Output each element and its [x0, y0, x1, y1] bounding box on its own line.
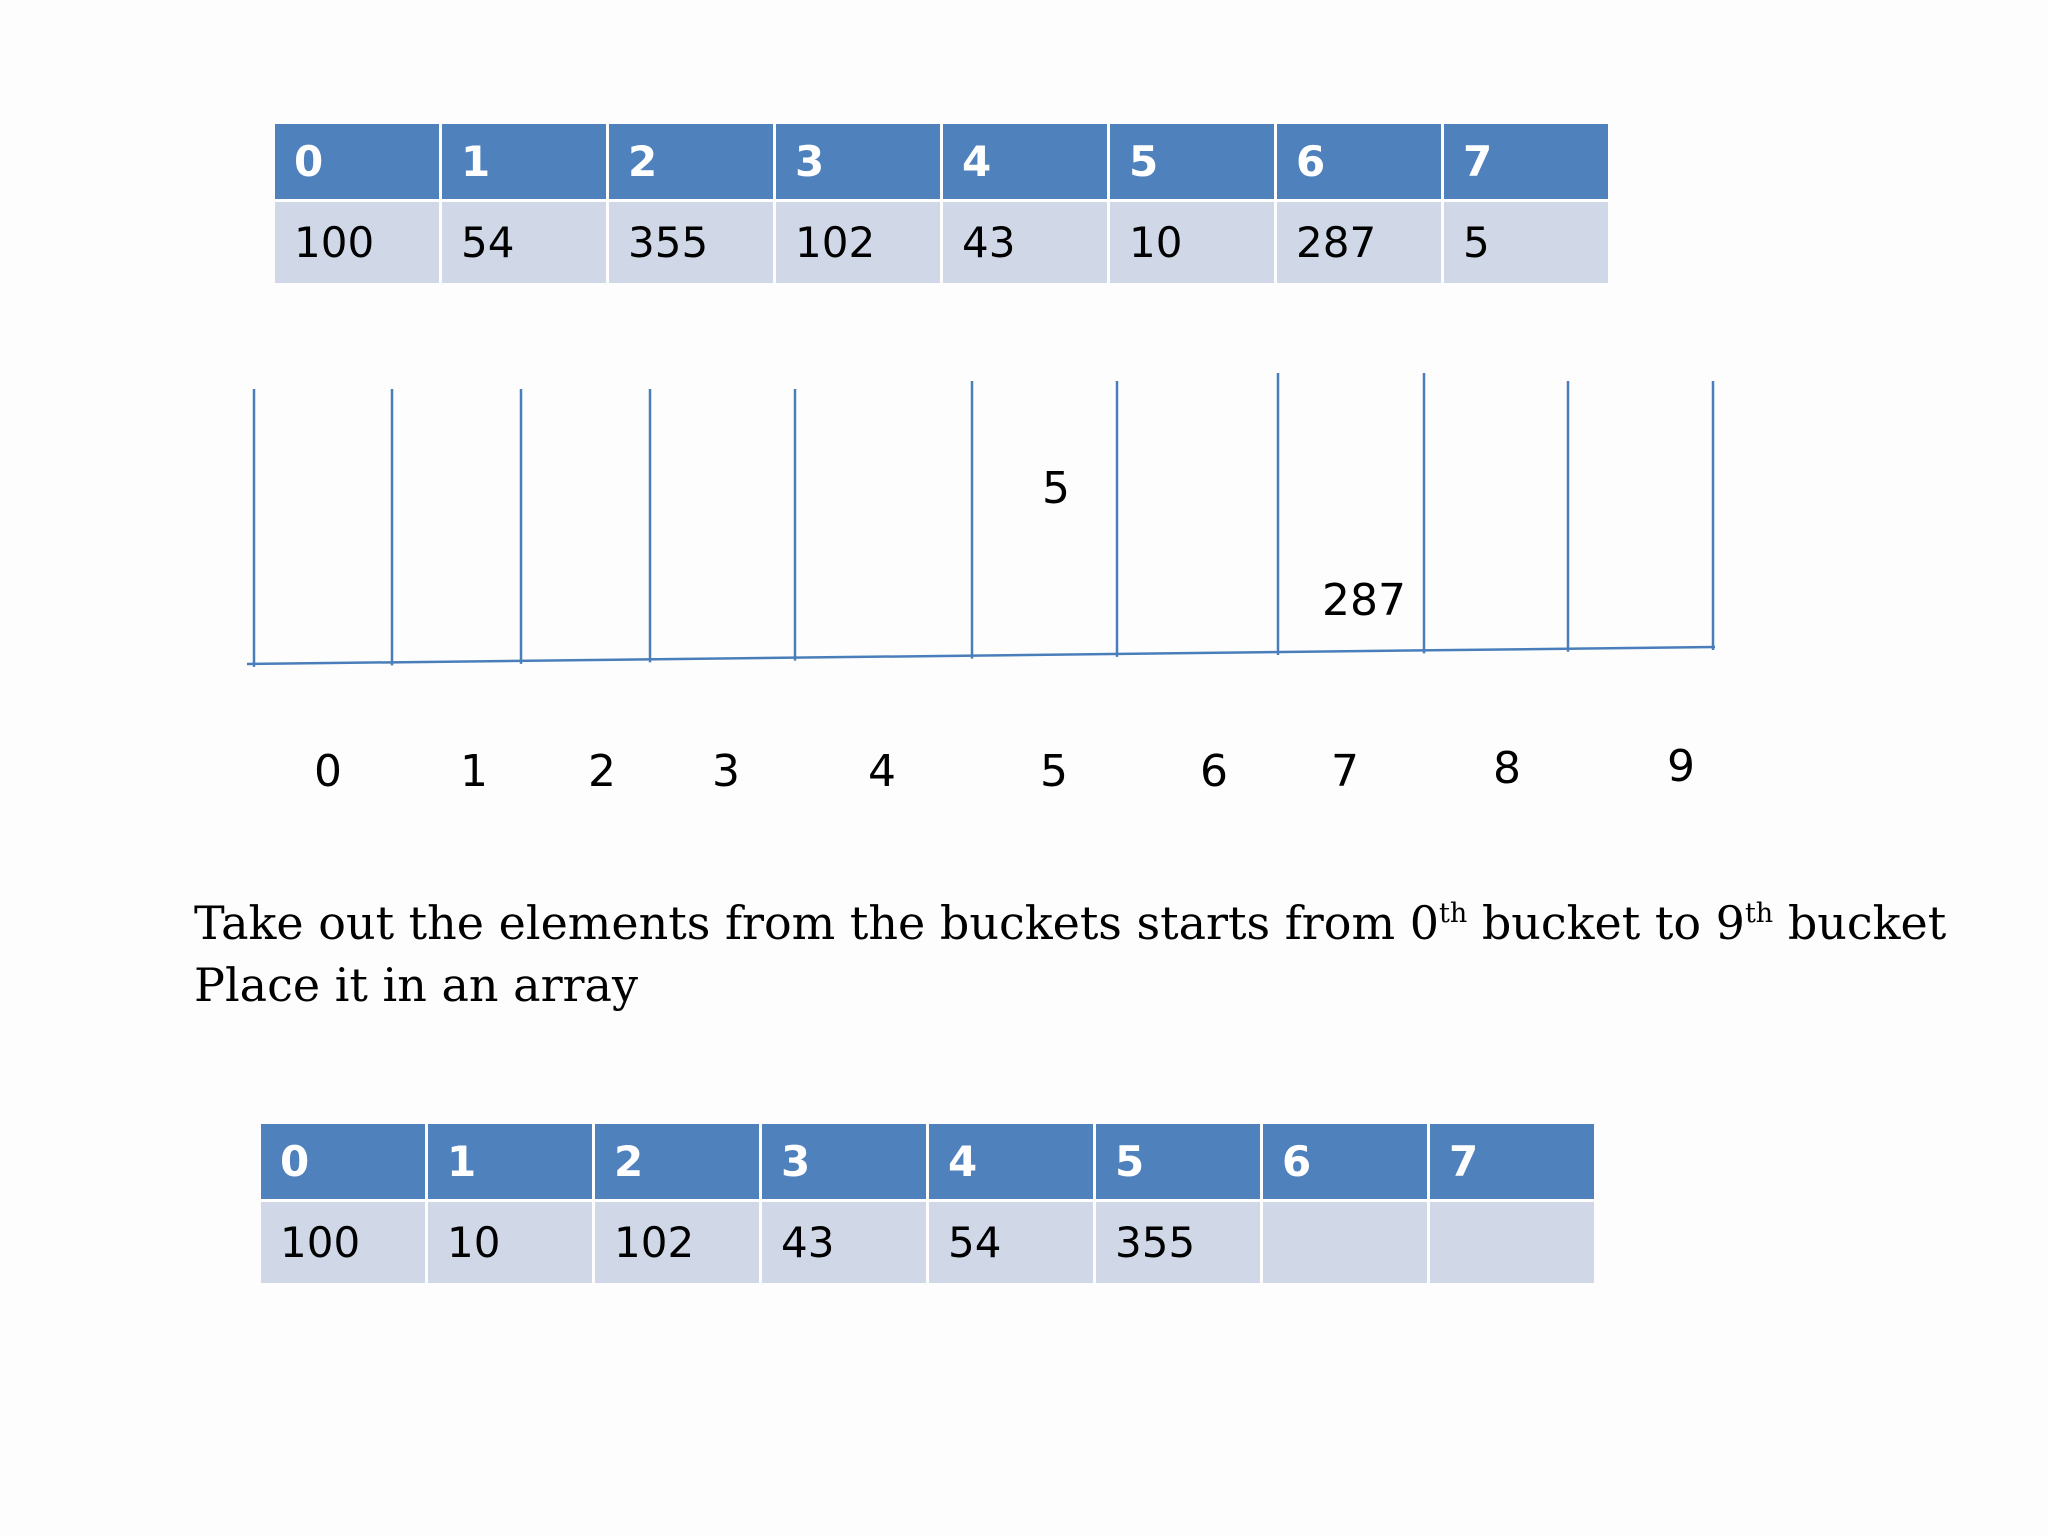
output-array-value [1430, 1202, 1594, 1283]
ordinal-suffix: th [1744, 898, 1774, 929]
input-array-value: 102 [776, 202, 940, 283]
bucket-item-value: 287 [1322, 575, 1406, 626]
output-array-value: 100 [261, 1202, 425, 1283]
bucket-index-label: 9 [1667, 741, 1695, 792]
input-array-value: 355 [609, 202, 773, 283]
output-array-value [1263, 1202, 1427, 1283]
input-array-index: 4 [943, 124, 1107, 199]
input-array-index: 0 [275, 124, 439, 199]
output-array-table [258, 1121, 1597, 1286]
input-array-value: 54 [442, 202, 606, 283]
instruction-text [194, 892, 1946, 1016]
bucket-index-label: 7 [1331, 746, 1359, 797]
bucket-index-label: 3 [712, 746, 740, 797]
output-array-index: 7 [1430, 1124, 1594, 1199]
output-array-index: 5 [1096, 1124, 1260, 1199]
output-array-index: 3 [762, 1124, 926, 1199]
output-array-value: 10 [428, 1202, 592, 1283]
bucket-index-label: 1 [460, 746, 488, 797]
output-array-value-row [261, 1202, 1594, 1283]
bucket-index-label: 2 [588, 746, 616, 797]
bucket-index-label: 4 [868, 746, 896, 797]
output-array-index: 6 [1263, 1124, 1427, 1199]
bucket-item-value: 5 [1042, 463, 1070, 514]
input-array-value: 10 [1110, 202, 1274, 283]
input-array-index: 5 [1110, 124, 1274, 199]
bucket-items [1042, 463, 1406, 626]
instruction-line-1-part-3: bucket [1773, 896, 1947, 950]
output-array-value: 54 [929, 1202, 1093, 1283]
output-array-index: 1 [428, 1124, 592, 1199]
input-array-index: 2 [609, 124, 773, 199]
bucket-index-label: 6 [1200, 746, 1228, 797]
output-array-index: 2 [595, 1124, 759, 1199]
input-array-value: 5 [1444, 202, 1608, 283]
output-array-value: 102 [595, 1202, 759, 1283]
output-array-index-row [261, 1124, 1594, 1199]
bucket-labels [314, 741, 1695, 797]
input-array-index: 1 [442, 124, 606, 199]
bucket-index-label: 8 [1493, 743, 1521, 794]
output-array-value: 355 [1096, 1202, 1260, 1283]
ordinal-suffix: th [1438, 898, 1468, 929]
input-array-value: 287 [1277, 202, 1441, 283]
instruction-line-1 [194, 892, 1946, 954]
bucket-index-label: 0 [314, 746, 342, 797]
instruction-line-1-part-1: Take out the elements from the buckets starts from 0 [194, 896, 1439, 950]
input-array-index: 3 [776, 124, 940, 199]
output-array-index: 0 [261, 1124, 425, 1199]
bucket-lines [247, 373, 1715, 667]
instruction-line-2: Place it in an array [194, 958, 638, 1012]
output-array-index: 4 [929, 1124, 1093, 1199]
input-array-value: 43 [943, 202, 1107, 283]
bucket-index-label: 5 [1040, 746, 1068, 797]
input-array-index: 6 [1277, 124, 1441, 199]
input-array-index: 7 [1444, 124, 1608, 199]
instruction-line-1-part-2: bucket to 9 [1467, 896, 1745, 950]
output-array-value: 43 [762, 1202, 926, 1283]
bucket-baseline [247, 647, 1715, 664]
input-array-value: 100 [275, 202, 439, 283]
